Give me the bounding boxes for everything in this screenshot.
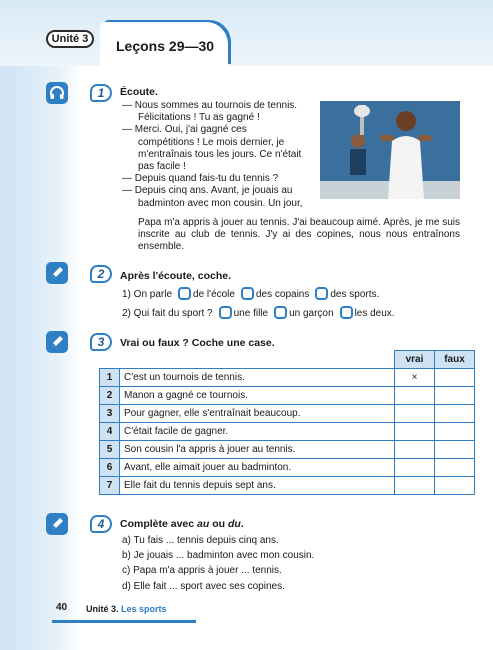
dialog-line: — Depuis cinq ans. Avant, je jouais au <box>122 185 293 197</box>
table-row <box>100 459 475 477</box>
question-1 <box>122 287 379 301</box>
true-false-table <box>99 350 475 495</box>
list-item: d) Elle fait ... sport avec ses copines. <box>122 581 285 592</box>
exercise-title: Écoute. <box>120 86 158 98</box>
pencil-icon <box>46 331 68 353</box>
vrai-cell[interactable] <box>395 405 435 423</box>
list-item: a) Tu fais ... tennis depuis cinq ans. <box>122 535 279 546</box>
vrai-cell[interactable] <box>395 477 435 495</box>
faux-cell[interactable] <box>435 477 475 495</box>
table-row <box>100 423 475 441</box>
option-label: des sports. <box>330 289 380 300</box>
page-title: Leçons 29—30 <box>116 38 215 54</box>
row-number: 5 <box>100 441 120 459</box>
vrai-cell[interactable] <box>395 387 435 405</box>
table-row <box>100 387 475 405</box>
pencil-icon <box>46 513 68 535</box>
pencil-icon <box>46 262 68 284</box>
question-2 <box>122 306 395 320</box>
footer-unit-name: Les sports <box>121 604 167 614</box>
faux-cell[interactable] <box>435 405 475 423</box>
vrai-cell[interactable] <box>395 423 435 441</box>
table-row <box>100 441 475 459</box>
option-label: les deux. <box>354 308 395 319</box>
exercise-title: Vrai ou faux ? Coche une case. <box>120 337 275 349</box>
vrai-cell[interactable] <box>395 459 435 477</box>
faux-cell[interactable] <box>435 441 475 459</box>
dialog-line: Félicitations ! Tu as gagné ! <box>138 112 260 124</box>
exercise-number: 4 <box>90 515 112 533</box>
dialog-line: badminton avec mon cousin. Un jour, <box>138 197 303 209</box>
unit-badge: Unité 3 <box>46 30 94 48</box>
statement: Manon a gagné ce tournois. <box>120 387 395 405</box>
row-number: 2 <box>100 387 120 405</box>
option-label: des copains <box>255 289 310 300</box>
table-header-row <box>100 351 475 369</box>
exercise-title: Après l'écoute, coche. <box>120 270 232 282</box>
title-part: . <box>240 518 244 530</box>
dialog-line: pas facile ! <box>138 161 186 173</box>
checkbox[interactable] <box>178 287 191 300</box>
statement: C'était facile de gagner. <box>120 423 395 441</box>
checkbox[interactable] <box>340 306 353 319</box>
title-part: Complète avec <box>120 518 198 530</box>
statement: Avant, elle aimait jouer au badminton. <box>120 459 395 477</box>
exercise-title <box>120 518 244 530</box>
headphones-icon <box>46 82 68 104</box>
margin-band <box>0 0 82 650</box>
faux-cell[interactable] <box>435 459 475 477</box>
checkbox[interactable] <box>315 287 328 300</box>
title-part: ou <box>209 518 228 530</box>
question-lead: 1) On parle <box>122 289 173 300</box>
dialog-continuation: Papa m'a appris à jouer au tennis. J'ai beaucoup aimé. Après, je me suis inscrite au club de tennis. J'y ai des copines, nous nous entraînons ensemble. <box>138 217 460 253</box>
question-lead: 2) Qui fait du sport ? <box>122 308 213 319</box>
row-number: 3 <box>100 405 120 423</box>
footer-unit <box>86 604 167 614</box>
footer-unit-label: Unité 3. <box>86 604 119 614</box>
row-number: 7 <box>100 477 120 495</box>
statement: Elle fait du tennis depuis sept ans. <box>120 477 395 495</box>
list-item: c) Papa m'a appris à jouer ... tennis. <box>122 565 282 576</box>
row-number: 4 <box>100 423 120 441</box>
dialog-line: — Nous sommes au tournois de tennis. <box>122 100 298 111</box>
option-label: un garçon <box>289 308 334 319</box>
exercise-number: 3 <box>90 333 112 351</box>
checkbox[interactable] <box>274 306 287 319</box>
exercise-number: 1 <box>90 84 112 102</box>
dialog-line: m'entraînais tous les jours. Ce n'était <box>138 148 302 160</box>
row-number: 1 <box>100 369 120 387</box>
statement: C'est un tournois de tennis. <box>120 369 395 387</box>
table-row <box>100 405 475 423</box>
page-number: 40 <box>56 602 68 613</box>
table-row <box>100 477 475 495</box>
tennis-player-photo <box>320 101 460 199</box>
row-number: 6 <box>100 459 120 477</box>
title-keyword: au <box>197 518 210 530</box>
statement: Son cousin l'a appris à jouer au tennis. <box>120 441 395 459</box>
faux-cell[interactable] <box>435 423 475 441</box>
table-row <box>100 369 475 387</box>
header-faux: faux <box>435 351 475 369</box>
title-keyword: du <box>227 518 241 530</box>
dialog-line: compétitions ! Le mois dernier, je <box>138 136 285 148</box>
vrai-cell[interactable] <box>395 441 435 459</box>
exercise-number: 2 <box>90 265 112 283</box>
header-blank <box>100 351 395 369</box>
faux-cell[interactable] <box>435 387 475 405</box>
vrai-cell[interactable]: × <box>395 369 435 387</box>
option-label: une fille <box>233 308 269 319</box>
header-vrai: vrai <box>395 351 435 369</box>
dialog-line: — Depuis quand fais-tu du tennis ? <box>122 173 279 185</box>
statement: Pour gagner, elle s'entraînait beaucoup. <box>120 405 395 423</box>
checkbox[interactable] <box>219 306 232 319</box>
footer-rule <box>52 620 196 623</box>
checkbox[interactable] <box>241 287 254 300</box>
option-label: de l'école <box>193 289 235 300</box>
dialog-text <box>122 100 314 210</box>
faux-cell[interactable] <box>435 369 475 387</box>
dialog-line: — Merci. Oui, j'ai gagné ces <box>122 124 247 136</box>
list-item: b) Je jouais ... badminton avec mon cousin. <box>122 550 315 561</box>
